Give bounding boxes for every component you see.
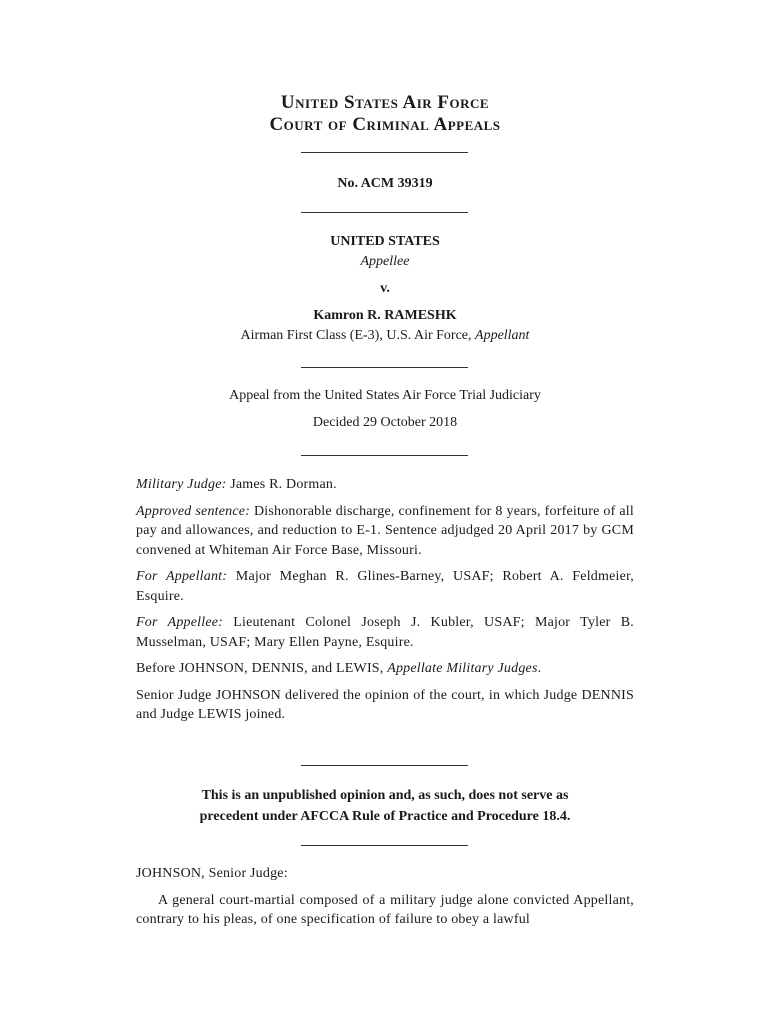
court-title [0,92,770,136]
divider [301,212,468,213]
opinion-paragraph: A general court-martial composed of a military judge alone convicted Appellant, contrary to his pleas, of one specification of failure to obey a lawful [136,892,634,927]
appeal-origin: Appeal from the United States Air Force Trial Judiciary [229,388,541,403]
opinion-heading: JOHNSON, Senior Judge: [136,866,288,881]
party-appellant: Kamron R. RAMESHK [313,308,457,323]
divider [301,152,468,153]
notice-line-1: This is an unpublished opinion and, as such, does not serve as [201,788,569,803]
military-judge-line: Military Judge: James R. Dorman. [136,477,337,492]
party-appellee: UNITED STATES [330,234,440,249]
case-number: No. ACM 39319 [337,176,433,191]
versus: v. [380,281,390,296]
decision-date: Decided 29 October 2018 [312,415,458,430]
notice-line-2: precedent under AFCCA Rule of Practice and Procedure 18.4. [199,809,571,824]
party-appellee-role: Appellee [360,254,410,269]
appellant-role: Appellant [475,328,530,343]
appellant-counsel-line: For Appellant: Major Meghan R. Glines-Barney, USAF; Robert A. Feldmeier, Esquire. [136,569,634,604]
unpublished-notice [136,785,634,827]
approved-sentence-line: Approved sentence: Dishonorable discharge, confinement for 8 years, forfeiture of all pay and allowances, and reduction to E-1. Sentence adjudged 20 April 2017 by GCM convened at Whiteman Air Force Base, Missouri. [136,503,634,558]
panel-line: Before JOHNSON, DENNIS, and LEWIS, Appellate Military Judges. [136,661,542,676]
appellant-rank: Airman First Class (E-3), U.S. Air Force, [240,328,476,343]
divider [301,367,468,368]
divider [301,765,468,766]
opinion-body [136,864,634,930]
court-title-line-2: Court of Criminal Appeals [269,114,501,135]
party-appellant-description [0,328,770,344]
opinion-author-line: Senior Judge JOHNSON delivered the opinion of the court, in which Judge DENNIS and Judge LEWIS joined. [136,687,634,722]
case-details [136,475,634,725]
divider [301,845,468,846]
court-title-line-1: United States Air Force [280,92,490,113]
appellee-counsel-line: For Appellee: Lieutenant Colonel Joseph J. Kubler, USAF; Major Tyler B. Musselman, USAF; Mary Ellen Payne, Esquire. [136,615,634,650]
divider [301,455,468,456]
